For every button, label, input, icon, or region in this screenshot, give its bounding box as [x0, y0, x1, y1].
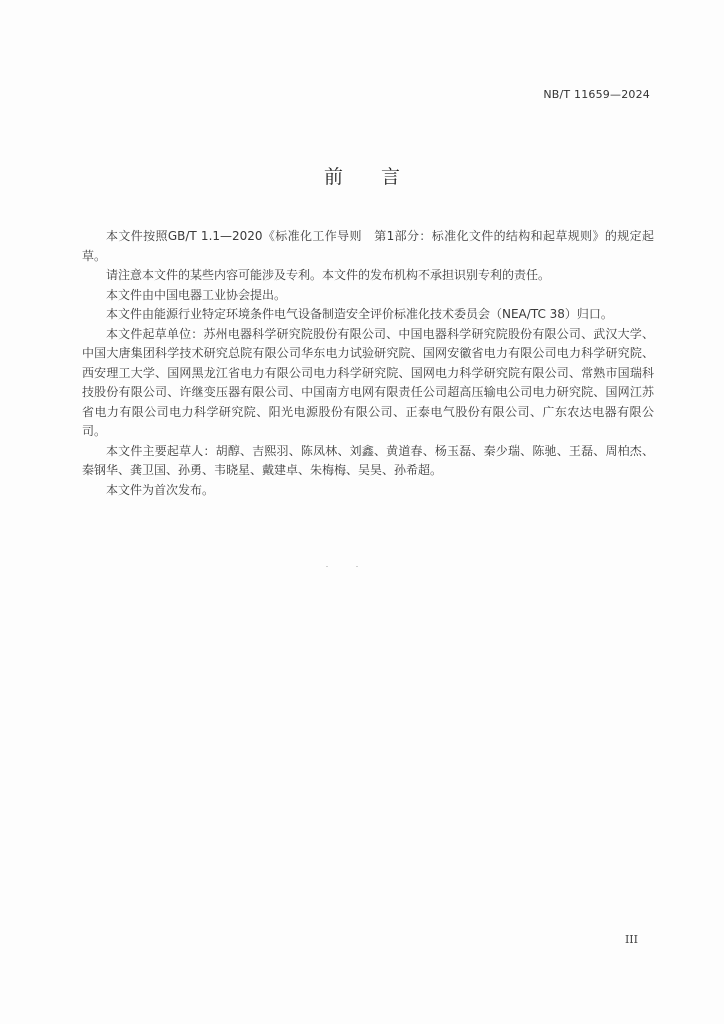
scan-speck: [326, 566, 328, 567]
paragraph-drafting-units: 本文件起草单位：苏州电器科学研究院股份有限公司、中国电器科学研究院股份有限公司、武汉大学、中国大唐集团科学技术研究总院有限公司华东电力试验研究院、国网安徽省电力有限公司电力科学研究院、西安理工大学、国网黑龙江省电力有限公司电力科学研究院、国网电力科学研究院有限公司、常熟市国瑞科技股份有限公司、许继变压器有限公司、中国南方电网有限责任公司超高压输电公司电力研究院、国网江苏省电力有限公司电力科学研究院、阳光电源股份有限公司、正泰电气股份有限公司、广东农达电器有限公司。: [82, 326, 654, 438]
page-number: III: [624, 933, 638, 946]
paragraph-patent-notice: 请注意本文件的某些内容可能涉及专利。本文件的发布机构不承担识别专利的责任。: [106, 268, 551, 282]
scan-speck: [356, 566, 358, 567]
paragraph-first-release: 本文件为首次发布。: [106, 482, 215, 497]
paragraph-committee: 本文件由能源行业特定环境条件电气设备制造安全评价标准化技术委员会（NEA/TC 38）归口。: [106, 307, 613, 321]
paragraph-drafters: 本文件主要起草人：胡醇、吉熙羽、陈凤林、刘鑫、黄道春、杨玉磊、秦少瑞、陈驰、王磊、周柏杰、秦钢华、龚卫国、孙勇、韦晓星、戴建卓、朱梅梅、吴昊、孙希超。: [82, 443, 654, 477]
document-code: NB/T 11659—2024: [543, 88, 650, 101]
paragraph-proposer: 本文件由中国电器工业协会提出。: [106, 287, 287, 302]
paragraph-drafting-rules: 本文件按照GB/T 1.1—2020《标准化工作导则 第1部分：标准化文件的结构和起草规则》的规定起草。: [82, 229, 654, 263]
foreword-body: [82, 227, 654, 500]
page-title: 前言: [323, 166, 438, 188]
